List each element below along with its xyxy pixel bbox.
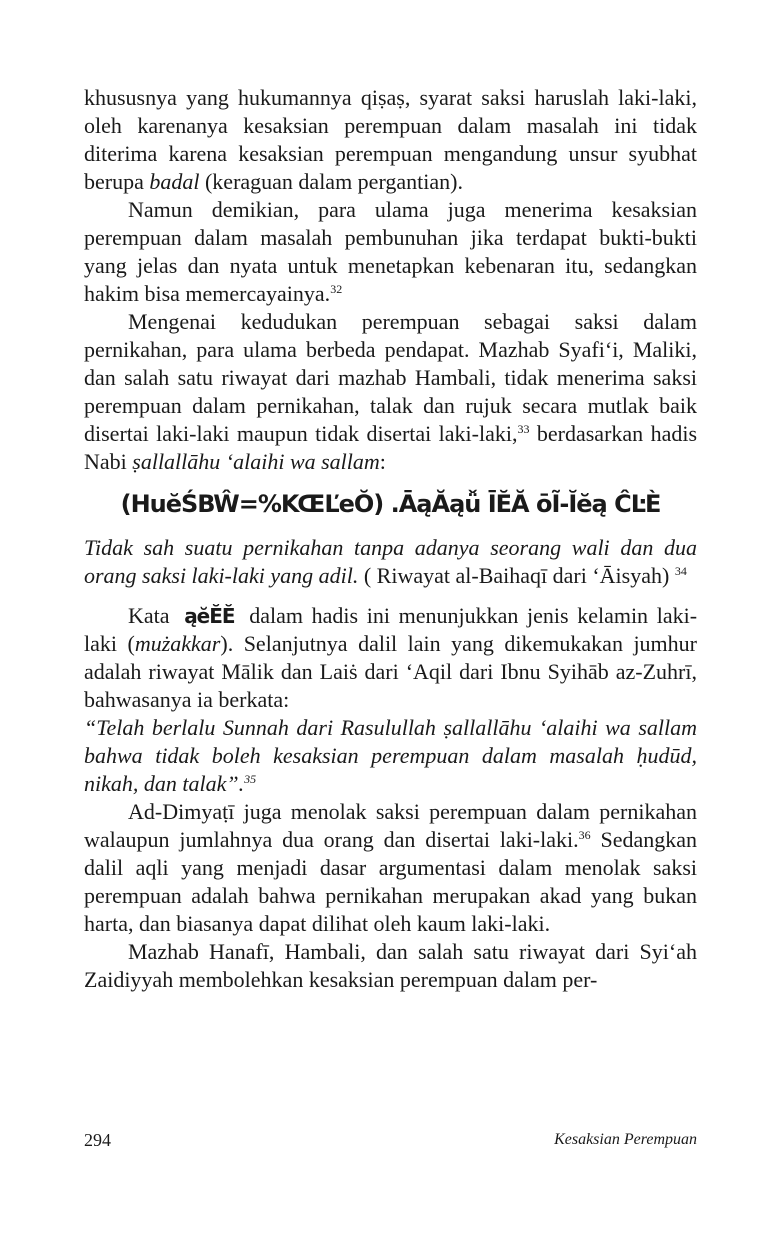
hadith-translation — [84, 534, 697, 590]
paragraph-6 — [84, 938, 697, 994]
honorific: ṣallallāhu ‘alaihi wa sallam — [132, 449, 380, 474]
footnote-ref-35: 35 — [244, 772, 257, 786]
page-footer — [84, 1126, 697, 1150]
paragraph-2 — [84, 196, 697, 308]
term-muzakkar: mużakkar — [134, 631, 221, 656]
paragraph-5-end: Sedangkan dalil aqli yang menjadi dasar argumentasi dalam menolak saksi perempuan adalah bahwa pernikahan merupakan akad yang bukan harta, dan biasanya dapat dilihat oleh kaum laki-laki. — [84, 827, 697, 936]
footnote-ref-34: 34 — [674, 564, 687, 578]
paragraph-4-mid: dalam hadis ini menunjukkan jenis kelamin laki-laki ( — [84, 603, 698, 656]
paragraph-3-end: berdasarkan hadis Nabi — [84, 421, 698, 474]
paragraph-3 — [84, 308, 697, 476]
paragraph-4-start: Kata — [128, 603, 170, 628]
footnote-ref-32: 32 — [330, 282, 343, 296]
arabic-hadith-text: (HuĕŚBŴ=%KŒĽeŎ) .ĀąĂąǚ ĪĔĂ ōĨ-Ĭĕą ĈĿÈ — [120, 490, 661, 518]
running-title: Kesaksian Perempuan — [554, 1131, 697, 1148]
spacer — [84, 590, 697, 602]
footnote-ref-33: 33 — [517, 422, 530, 436]
paragraph-1-text: khususnya yang hukumannya qiṣaṣ, syarat saksi haruslah laki-laki, oleh karenanya kesaksian perempuan dalam masalah ini tidak diterima karena kesaksian perempuan mengandung unsur syubhat berupa — [84, 85, 697, 194]
paragraph-6-text: Mazhab Hanafī, Hambali, dan salah satu riwayat dari Syi‘ah Zaidiyyah membolehkan kesaksian perempuan dalam per- — [84, 939, 697, 992]
paragraph-2-text: Namun demikian, para ulama juga menerima kesaksian perempuan dalam masalah pembunuhan jika terdapat bukti-bukti yang jelas dan nyata untuk menetapkan kebenaran itu, sedangkan hakim bisa memercayainya. — [84, 197, 697, 306]
arabic-word: ąĕĔĔ — [184, 604, 235, 628]
paragraph-4 — [84, 602, 697, 714]
paragraph-5 — [84, 798, 697, 938]
footnote-ref-36: 36 — [578, 828, 591, 842]
term-badal: badal — [149, 169, 200, 194]
paragraph-4-end: ). Selanjutnya dalil lain yang dikemukakan jumhur adalah riwayat Mālik dan Laiṡ dari ‘Aqil dari Ibnu Syihāb az-Zuhrī, bahwasanya ia berkata: — [84, 631, 697, 712]
colon: : — [379, 449, 386, 474]
paragraph-5-text: Ad-Dimyaṭī juga menolak saksi perempuan dalam pernikahan walaupun jumlahnya dua orang dan disertai laki-laki. — [84, 799, 697, 852]
quote-text: “Telah berlalu Sunnah dari Rasulullah ṣallallāhu ‘alaihi wa sallam bahwa tidak boleh kesaksian perempuan dalam masalah ḥudūd, nikah, dan talak”. — [84, 715, 697, 796]
paragraph-1-end: (keraguan dalam pergantian). — [204, 169, 463, 194]
quote-paragraph — [84, 714, 697, 798]
translation-source: ( Riwayat al-Baihaqī dari ‘Āisyah) — [363, 563, 670, 588]
body-text — [84, 84, 697, 994]
paragraph-3-text: Mengenai kedudukan perempuan sebagai saksi dalam pernikahan, para ulama berbeda pendapat. Mazhab Syafi‘i, Maliki, dan salah satu riwayat dari mazhab Hambali, tidak menerima saksi perempuan dalam pernikahan, talak dan rujuk secara mutlak baik disertai laki-laki maupun tidak disertai laki-laki, — [84, 309, 697, 446]
page-number: 294 — [84, 1130, 111, 1150]
paragraph-1 — [84, 84, 697, 196]
translation-text: Tidak sah suatu pernikahan tanpa adanya seorang wali dan dua orang saksi laki-laki yang adil. — [84, 535, 697, 588]
